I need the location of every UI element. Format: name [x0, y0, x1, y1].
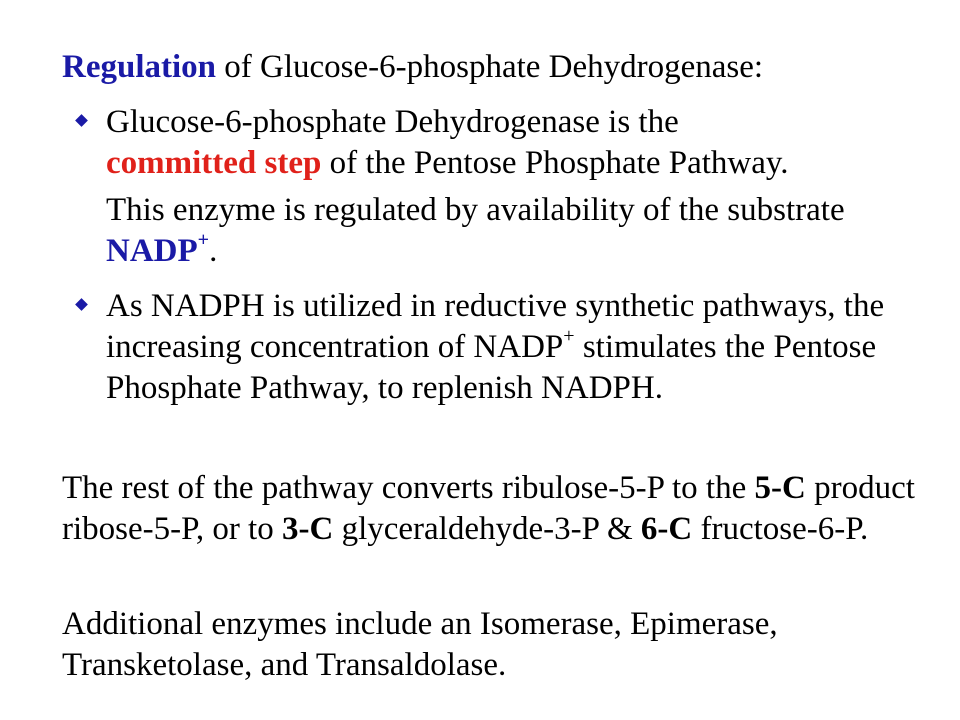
- slide-heading: [62, 44, 763, 90]
- bullet-2-text-a: As NADPH is utilized in reductive synthetic pathways, the increasing concentration of NADP: [106, 288, 885, 365]
- five-carbon-label: 5-C: [754, 470, 806, 506]
- diamond-bullet-icon: [75, 114, 88, 127]
- heading-accent: Regulation: [62, 49, 217, 85]
- bullet-text: [106, 102, 926, 184]
- para-2-text: Additional enzymes include an Isomerase, Epimerase, Transketolase, and Transaldolase.: [62, 606, 778, 683]
- para-1-text: glyceraldehyde-3-P &: [333, 511, 641, 547]
- bullet-2-text-b: stimulates the Pentose Phosphate Pathway, to replenish NADPH.: [106, 329, 877, 406]
- bullet-1-line-a: Glucose-6-phosphate Dehydrogenase is the: [106, 104, 679, 140]
- three-carbon-label: 3-C: [281, 511, 334, 547]
- bullet-continuation: [106, 190, 926, 272]
- bullet-text: [106, 286, 926, 409]
- heading-rest: of Glucose-6-phosphate Dehydrogenase:: [216, 49, 764, 85]
- nadp-highlight: [106, 229, 210, 269]
- paragraph-enzymes: [62, 604, 922, 686]
- para-1-text: product ribose-5-P, or to: [62, 470, 915, 547]
- diamond-bullet-icon: [75, 298, 88, 311]
- six-carbon-label: 6-C: [640, 511, 693, 547]
- bullet-1-cont-a: This enzyme is regulated by availability of the substrate: [106, 192, 845, 228]
- bullet-1-cont-end: .: [209, 233, 218, 269]
- nadp-superscript: +: [563, 325, 575, 347]
- nadp-superscript: +: [197, 229, 210, 251]
- nadp-text: NADP: [106, 233, 198, 269]
- bullet-1-line-b: of the Pentose Phosphate Pathway.: [321, 145, 789, 181]
- para-1-text: fructose-6-P.: [692, 511, 869, 547]
- para-1-text: The rest of the pathway converts ribulose-5-P to the: [62, 470, 755, 506]
- paragraph-pathway: [62, 468, 922, 550]
- committed-step-highlight: committed step: [106, 145, 322, 181]
